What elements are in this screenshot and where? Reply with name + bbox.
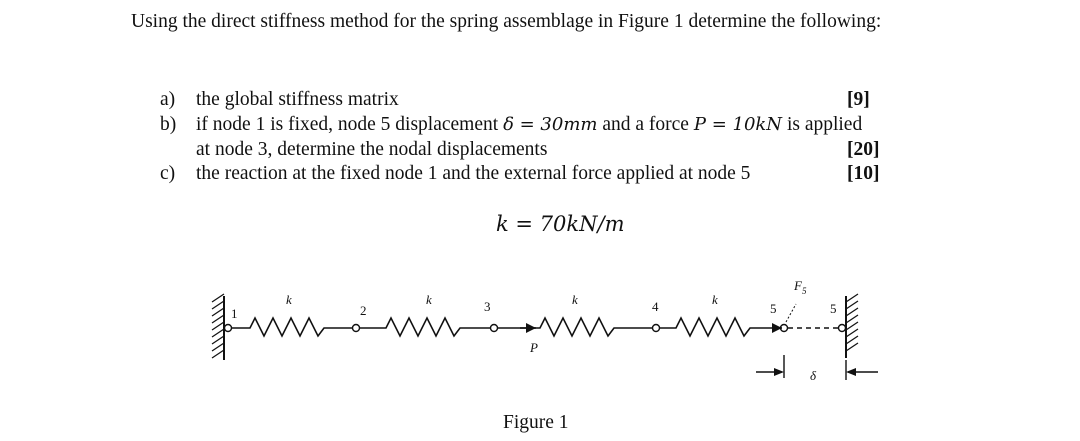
delta-symbol: δ xyxy=(503,114,514,135)
spring-label-3: k xyxy=(572,292,578,307)
node-label-2: 2 xyxy=(360,303,367,318)
question-c-marks: [10] xyxy=(847,163,880,184)
question-b-marks: [20] xyxy=(847,139,880,160)
question-a-text: the global stiffness matrix xyxy=(196,89,399,110)
force-arrow-p xyxy=(520,323,536,333)
node-3 xyxy=(491,325,498,332)
force-f5-subscript: 5 xyxy=(801,286,807,296)
question-a-label: a) xyxy=(160,89,176,110)
delta-label: δ xyxy=(810,368,817,383)
spring-label-4: k xyxy=(712,292,718,307)
node-label-5: 5 xyxy=(770,301,777,316)
spring-2 xyxy=(358,318,492,336)
force-value: = 10kN xyxy=(705,114,783,135)
node-label-1: 1 xyxy=(231,306,238,321)
force-f5-symbol: F xyxy=(794,278,802,293)
question-c-text: the reaction at the fixed node 1 and the external force applied at node 5 xyxy=(196,163,751,184)
force-symbol: P xyxy=(693,114,706,135)
force-f5-label xyxy=(793,278,807,296)
spring-1 xyxy=(226,318,354,336)
problem-intro: Using the direct stiffness method for the spring assemblage in Figure 1 determine the following: xyxy=(131,11,882,32)
left-wall xyxy=(212,294,224,360)
node-label-3: 3 xyxy=(484,299,491,314)
right-wall xyxy=(846,294,858,358)
node-4 xyxy=(653,325,660,332)
delta-value: = 30mm xyxy=(513,114,598,135)
stiffness-equation: k = 70kN/m xyxy=(496,212,625,236)
question-b-mid: and a force xyxy=(597,114,694,135)
force-arrow-node5 xyxy=(772,323,782,333)
node-label-5-wall: 5 xyxy=(830,301,837,316)
spring-label-1: k xyxy=(286,292,292,307)
spring-3 xyxy=(496,318,654,336)
force-p-label: P xyxy=(530,340,538,355)
node-label-4: 4 xyxy=(652,299,659,314)
node-1 xyxy=(225,325,232,332)
figure-caption: Figure 1 xyxy=(503,412,569,433)
f5-leader xyxy=(786,304,796,322)
question-a-marks: [9] xyxy=(847,89,870,110)
delta-dimension xyxy=(756,355,878,380)
question-c-label: c) xyxy=(160,163,176,184)
spring-label-2: k xyxy=(426,292,432,307)
question-b-label: b) xyxy=(160,114,177,135)
question-b-pre: if node 1 is fixed, node 5 displacement xyxy=(196,114,504,135)
spring-4 xyxy=(658,318,782,336)
question-b-line2-text: at node 3, determine the nodal displacements xyxy=(196,139,548,160)
question-b-post: is applied xyxy=(782,114,863,135)
node-5-displaced xyxy=(839,325,846,332)
node-2 xyxy=(353,325,360,332)
